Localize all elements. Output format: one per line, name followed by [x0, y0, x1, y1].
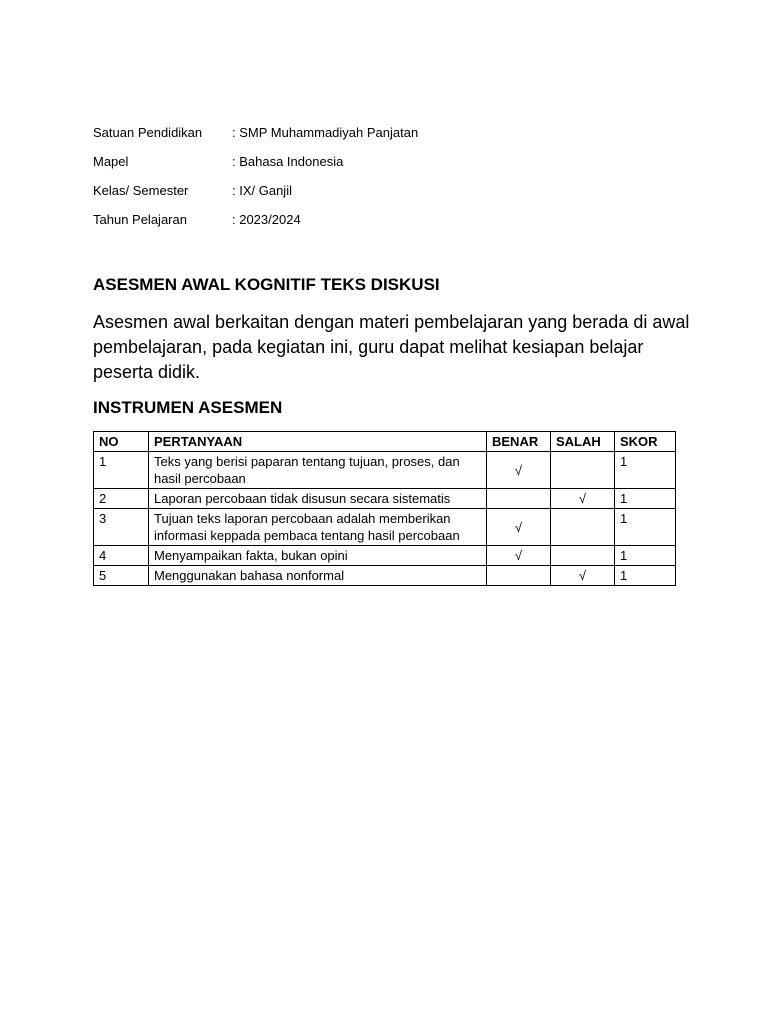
table-header-row: [94, 432, 676, 452]
cell-question: Laporan percobaan tidak disusun secara sistematis: [149, 489, 487, 509]
cell-true-check: [487, 566, 551, 586]
table-row: [94, 566, 676, 586]
cell-question: Teks yang berisi paparan tentang tujuan, proses, dan hasil percobaan: [149, 452, 487, 489]
header-no: NO: [94, 432, 149, 452]
intro-paragraph: Asesmen awal berkaitan dengan materi pembelajaran yang berada di awal pembelajaran, pada kegiatan ini, guru dapat melihat kesiapan belajar peserta didik.: [93, 312, 690, 382]
cell-score: 1: [615, 546, 676, 566]
meta-value: : 2023/2024: [232, 212, 301, 227]
cell-true-check: √: [487, 546, 551, 566]
cell-question: Menggunakan bahasa nonformal: [149, 566, 487, 586]
meta-label: Mapel: [93, 154, 129, 169]
cell-false-check: [551, 509, 615, 546]
table-row: [94, 452, 676, 489]
header-true: BENAR: [487, 432, 551, 452]
cell-no: 1: [94, 452, 149, 489]
header-score: SKOR: [615, 432, 676, 452]
meta-row-subject: [93, 153, 418, 182]
meta-value: : Bahasa Indonesia: [232, 154, 344, 169]
meta-label: Tahun Pelajaran: [93, 212, 187, 227]
cell-score: 1: [615, 509, 676, 546]
meta-row-school: [93, 124, 418, 153]
header-false: SALAH: [551, 432, 615, 452]
cell-true-check: √: [487, 452, 551, 489]
meta-value: : IX/ Ganjil: [232, 183, 292, 198]
cell-false-check: √: [551, 566, 615, 586]
cell-no: 4: [94, 546, 149, 566]
table-row: [94, 489, 676, 509]
cell-score: 1: [615, 452, 676, 489]
instrument-heading: INSTRUMEN ASESMEN: [93, 398, 283, 417]
cell-no: 3: [94, 509, 149, 546]
cell-no: 2: [94, 489, 149, 509]
meta-label: Satuan Pendidikan: [93, 125, 203, 140]
cell-no: 5: [94, 566, 149, 586]
document-meta: [93, 124, 418, 240]
table-row: [94, 546, 676, 566]
cell-true-check: √: [487, 509, 551, 546]
instrument-table: [93, 431, 676, 586]
meta-label: Kelas/ Semester: [93, 183, 189, 198]
cell-true-check: [487, 489, 551, 509]
cell-false-check: [551, 452, 615, 489]
cell-question: Menyampaikan fakta, bukan opini: [149, 546, 487, 566]
table-row: [94, 509, 676, 546]
meta-row-year: [93, 211, 418, 240]
assessment-heading: ASESMEN AWAL KOGNITIF TEKS DISKUSI: [93, 275, 440, 294]
meta-row-class: [93, 182, 418, 211]
cell-question: Tujuan teks laporan percobaan adalah memberikan informasi keppada pembaca tentang hasil percobaan: [149, 509, 487, 546]
meta-value: : SMP Muhammadiyah Panjatan: [232, 125, 419, 140]
cell-score: 1: [615, 566, 676, 586]
header-question: PERTANYAAN: [149, 432, 487, 452]
cell-false-check: √: [551, 489, 615, 509]
cell-score: 1: [615, 489, 676, 509]
cell-false-check: [551, 546, 615, 566]
